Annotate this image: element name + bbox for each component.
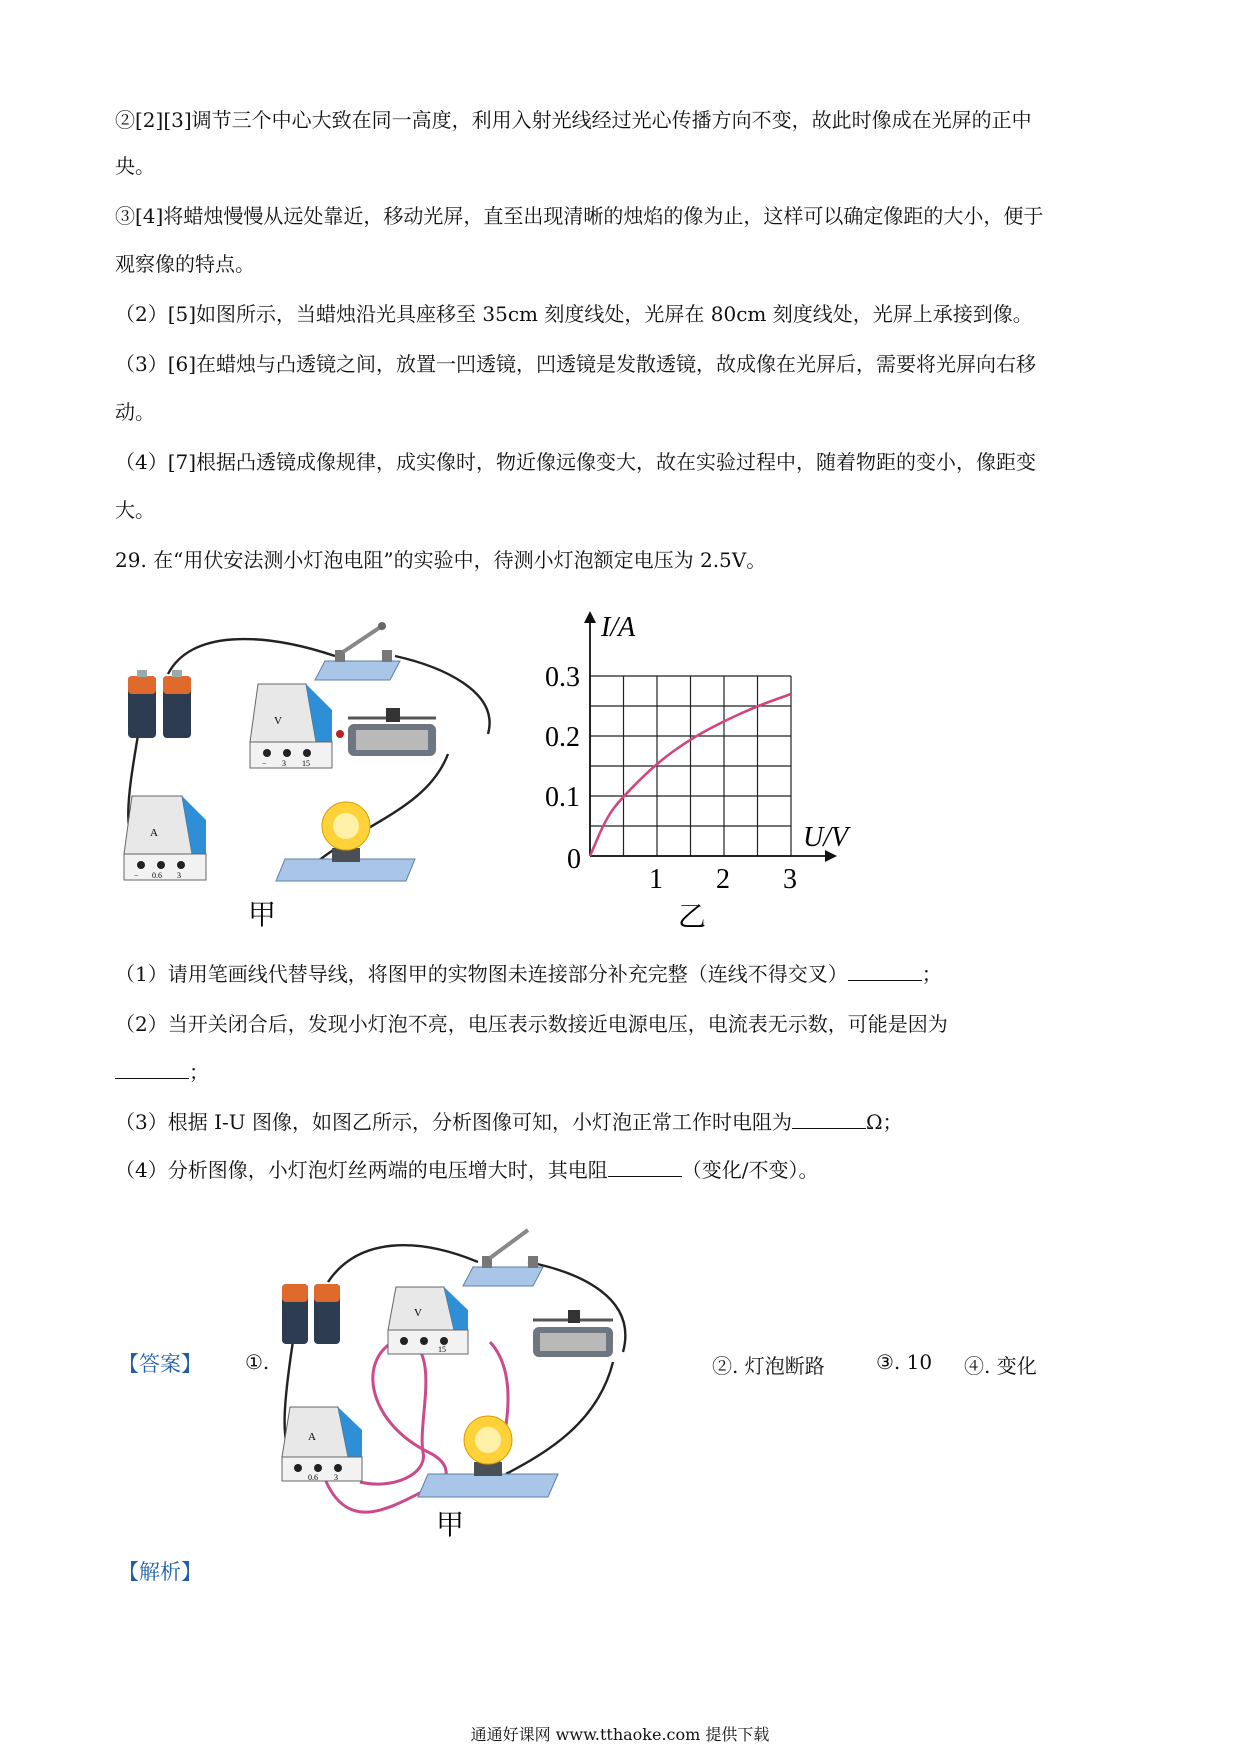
question-2: （2）当开关闭合后，发现小灯泡不亮，电压表示数接近电源电压，电流表无示数，可能是因为 bbox=[115, 1012, 948, 1036]
paragraph-5: （2）[5]如图所示，当蜡烛沿光具座移至 35cm 刻度线处，光屏在 80cm 刻度线处，光屏上承接到像。 bbox=[115, 302, 1033, 326]
question-3 bbox=[115, 1108, 903, 1136]
answer-ammeter-tick-3: 3 bbox=[334, 1473, 338, 1482]
answer-item-4: ④. 变化 bbox=[964, 1354, 1037, 1378]
paragraph-6: （3）[6]在蜡烛与凸透镜之间，放置一凹透镜，凹透镜是发散透镜，故成像在光屏后，需要将光屏向右移 bbox=[115, 352, 1037, 376]
answer-ammeter bbox=[282, 1407, 362, 1482]
answer-battery-left bbox=[282, 1284, 308, 1344]
answer-voltmeter bbox=[388, 1287, 468, 1354]
y-tick-label: 0.2 bbox=[545, 722, 580, 753]
answer-blank-3[interactable] bbox=[792, 1110, 866, 1129]
answer-tag: 【答案】 bbox=[118, 1352, 202, 1376]
answer-voltmeter-letter: V bbox=[414, 1307, 422, 1319]
answer-item-1: ①. bbox=[245, 1350, 270, 1374]
iu-chart bbox=[545, 606, 865, 936]
ammeter-letter: A bbox=[150, 827, 158, 839]
origin-label: 0 bbox=[567, 844, 581, 875]
answer-blank-1[interactable] bbox=[848, 962, 922, 981]
x-axis-label: U/V bbox=[803, 822, 849, 853]
question-1-text: （1）请用笔画线代替导线，将图甲的实物图未连接部分补充完整（连线不得交叉） bbox=[115, 962, 848, 986]
question-2-end: ； bbox=[189, 1060, 209, 1084]
rheostat bbox=[336, 708, 436, 756]
question-stem: 29. 在“用伏安法测小灯泡电阻”的实验中，待测小灯泡额定电压为 2.5V。 bbox=[115, 548, 767, 572]
ammeter-tick-3: 3 bbox=[177, 871, 181, 880]
voltmeter-tick-minus: − bbox=[262, 759, 267, 768]
question-3-text: （3）根据 I-U 图像，如图乙所示，分析图像可知，小灯泡正常工作时电阻为 bbox=[115, 1110, 792, 1134]
paragraph-1: ②[2][3]调节三个中心大致在同一高度，利用入射光线经过光心传播方向不变，故此时像成在光屏的正中 bbox=[115, 108, 1032, 132]
x-tick-label: 2 bbox=[716, 864, 730, 895]
ammeter-tick-0-6: 0.6 bbox=[152, 871, 162, 880]
circuit-figure-answer bbox=[278, 1212, 698, 1542]
answer-rheostat bbox=[533, 1310, 613, 1357]
answer-switch bbox=[463, 1230, 543, 1286]
battery-left bbox=[128, 670, 156, 738]
chart-grid bbox=[590, 676, 791, 856]
answer-figure-label-jia: 甲 bbox=[436, 1510, 465, 1541]
question-1-end: ； bbox=[921, 962, 942, 986]
question-1 bbox=[115, 960, 942, 988]
y-tick-label: 0.3 bbox=[545, 662, 580, 693]
voltmeter bbox=[250, 684, 332, 768]
x-tick-label: 3 bbox=[783, 864, 797, 895]
paragraph-9: 大。 bbox=[115, 498, 155, 522]
chart-ticks bbox=[545, 662, 797, 895]
voltmeter-letter: V bbox=[274, 715, 282, 727]
analysis-tag: 【解析】 bbox=[118, 1560, 202, 1584]
x-tick-label: 1 bbox=[649, 864, 663, 895]
paragraph-8: （4）[7]根据凸透镜成像规律，成实像时，物近像远像变大，故在实验过程中，随着物距的变小，像距变 bbox=[115, 450, 1037, 474]
voltmeter-tick-15: 15 bbox=[302, 759, 310, 768]
y-axis-arrow bbox=[584, 611, 596, 623]
question-4-end: （变化/不变）。 bbox=[681, 1158, 819, 1182]
figure-label-jia: 甲 bbox=[248, 900, 277, 931]
switch bbox=[315, 622, 400, 680]
answer-battery-right bbox=[314, 1284, 340, 1344]
answer-ammeter-letter: A bbox=[308, 1431, 316, 1443]
answer-item-2: ②. 灯泡断路 bbox=[712, 1354, 825, 1378]
y-tick-label: 0.1 bbox=[545, 782, 580, 813]
bulb bbox=[276, 802, 415, 881]
question-4 bbox=[115, 1156, 818, 1184]
battery-right bbox=[163, 670, 191, 738]
y-axis-label: I/A bbox=[601, 612, 636, 643]
figure-label-yi: 乙 bbox=[678, 902, 707, 933]
paragraph-4: 观察像的特点。 bbox=[115, 252, 255, 276]
answer-ammeter-tick-0-6: 0.6 bbox=[308, 1473, 318, 1482]
answer-item-3: ③. 10 bbox=[876, 1350, 933, 1374]
ammeter bbox=[124, 796, 206, 880]
question-4-text: （4）分析图像，小灯泡灯丝两端的电压增大时，其电阻 bbox=[115, 1158, 608, 1182]
paragraph-7: 动。 bbox=[115, 400, 155, 424]
ammeter-tick-minus: − bbox=[134, 871, 139, 880]
circuit-figure-jia bbox=[110, 606, 530, 936]
answer-blank-4[interactable] bbox=[608, 1158, 682, 1177]
voltmeter-tick-3: 3 bbox=[282, 759, 286, 768]
paragraph-3: ③[4]将蜡烛慢慢从远处靠近，移动光屏，直至出现清晰的烛焰的像为止，这样可以确定像距的大小，便于 bbox=[115, 204, 1044, 228]
question-2-cont bbox=[115, 1058, 209, 1086]
paragraph-2: 央。 bbox=[115, 154, 155, 178]
answer-blank-2[interactable] bbox=[115, 1060, 189, 1079]
footer: 通通好课网 www.tthaoke.com 提供下载 bbox=[470, 1725, 770, 1744]
question-3-end: Ω； bbox=[865, 1110, 903, 1134]
answer-voltmeter-tick-15: 15 bbox=[438, 1345, 446, 1354]
